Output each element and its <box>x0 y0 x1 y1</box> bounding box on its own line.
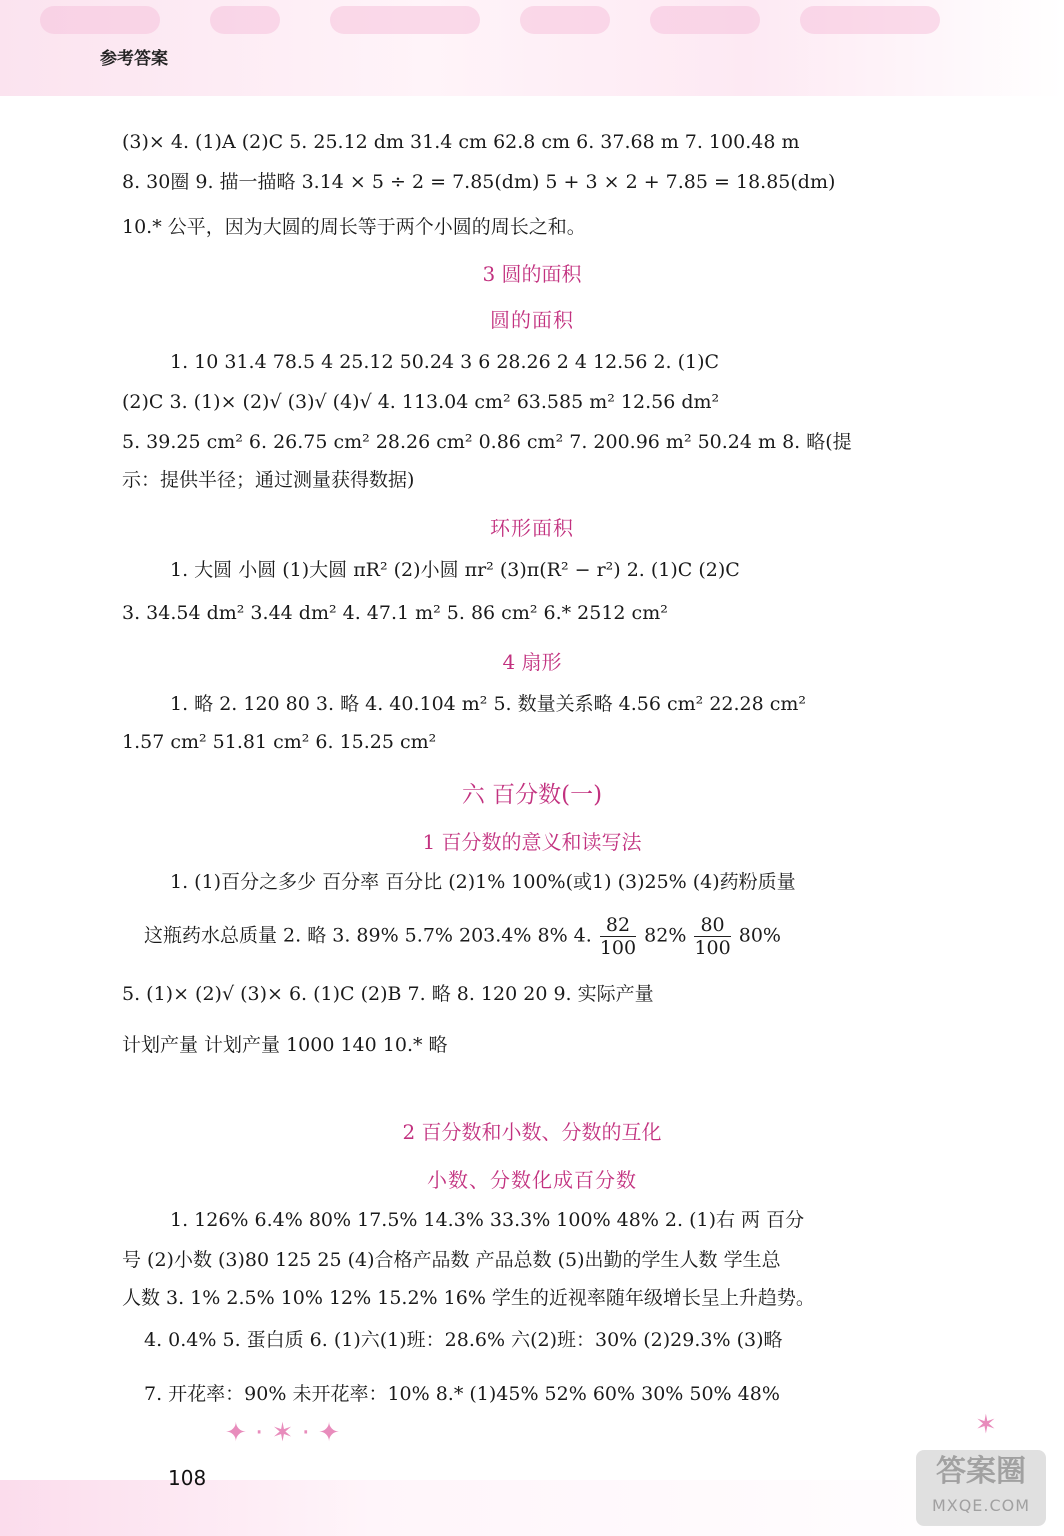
section-title-percent-meaning: 1 百分数的意义和读写法 <box>422 830 642 854</box>
page-number: 108 <box>168 1466 207 1490</box>
section-title-circle-area: 3 圆的面积 <box>482 262 582 286</box>
answer-line-18: 人数 3. 1% 2.5% 10% 12% 15.2% 16% 学生的近视率随年级增长呈上升趋势。 <box>122 1287 815 1309</box>
answer-line-2: 8. 30圈 9. 描一描略 3.14 × 5 ÷ 2 = 7.85(dm) 5 + 3 × 2 + 7.85 = 18.85(dm) <box>122 171 836 193</box>
footer-decoration-band <box>0 1480 1064 1536</box>
fraction-82-100: $\frac{82}{100}$ <box>599 914 637 959</box>
answer-line-13-text-c: 80% <box>738 924 781 947</box>
answer-line-9: 3. 34.54 dm² 3.44 dm² 4. 47.1 m² 5. 86 cm² 6.* 2512 cm² <box>122 602 668 624</box>
answer-line-20: 7. 开花率：90% 未开花率：10% 8.* (1)45% 52% 60% 30% 50% 48% <box>144 1383 780 1405</box>
header-label: 参考答案 <box>100 49 168 69</box>
answer-line-15: 计划产量 计划产量 1000 140 10.* 略 <box>122 1034 448 1056</box>
fraction-80-100: $\frac{80}{100}$ <box>694 914 731 959</box>
answer-line-13 <box>144 914 781 959</box>
answer-line-12: 1. (1)百分之多少 百分率 百分比 (2)1% 100%(或1) (3)25% (4)药粉质量 <box>170 871 796 893</box>
chapter-title-percent: 六 百分数(一) <box>461 782 603 808</box>
subsection-title-ring-area: 环形面积 <box>490 516 574 540</box>
sparkle-decoration-icon: ✦ · ✶ · ✦ <box>225 1418 340 1448</box>
subsection-title-circle-area: 圆的面积 <box>490 308 574 332</box>
section-title-sector: 4 扇形 <box>502 650 562 674</box>
answer-line-13-text-b: 82% <box>644 924 687 947</box>
watermark-logo-icon: 答案圈 MXQE.COM <box>916 1450 1046 1526</box>
answer-line-10: 1. 略 2. 120 80 3. 略 4. 40.104 m² 5. 数量关系略 4.56 cm² 22.28 cm² <box>170 693 807 715</box>
answer-line-4: 1. 10 31.4 78.5 4 25.12 50.24 3 6 28.26 2 4 12.56 2. (1)C <box>170 351 720 373</box>
answer-line-7: 示：提供半径；通过测量获得数据) <box>122 469 415 491</box>
answer-line-5: (2)C 3. (1)× (2)√ (3)√ (4)√ 4. 113.04 cm² 63.585 m² 12.56 dm² <box>122 391 720 413</box>
answer-line-11: 1.57 cm² 51.81 cm² 6. 15.25 cm² <box>122 731 437 753</box>
answer-line-19: 4. 0.4% 5. 蛋白质 6. (1)六(1)班：28.6% 六(2)班：30% (2)29.3% (3)略 <box>144 1329 783 1351</box>
subsection-title-decimal-to-percent: 小数、分数化成百分数 <box>427 1168 637 1192</box>
answer-line-3: 10.* 公平，因为大圆的周长等于两个小圆的周长之和。 <box>122 216 586 238</box>
answer-line-14: 5. (1)× (2)√ (3)× 6. (1)C (2)B 7. 略 8. 120 20 9. 实际产量 <box>122 983 654 1005</box>
answer-line-8: 1. 大圆 小圆 (1)大圆 πR² (2)小圆 πr² (3)π(R² − r²) 2. (1)C (2)C <box>170 559 740 581</box>
answer-line-17: 号 (2)小数 (3)80 125 25 (4)合格产品数 产品总数 (5)出勤的学生人数 学生总 <box>122 1249 781 1271</box>
star-decoration-icon: ✶ <box>975 1410 997 1440</box>
answer-line-1: (3)× 4. (1)A (2)C 5. 25.12 dm 31.4 cm 62.8 cm 6. 37.68 m 7. 100.48 m <box>122 131 800 153</box>
answer-line-13-text-a: 这瓶药水总质量 2. 略 3. 89% 5.7% 203.4% 8% 4. <box>144 924 592 947</box>
answer-line-6: 5. 39.25 cm² 6. 26.75 cm² 28.26 cm² 0.86 cm² 7. 200.96 m² 50.24 m 8. 略(提 <box>122 431 852 453</box>
section-title-percent-conversion: 2 百分数和小数、分数的互化 <box>402 1120 662 1144</box>
answer-line-16: 1. 126% 6.4% 80% 17.5% 14.3% 33.3% 100% 48% 2. (1)右 两 百分 <box>170 1209 805 1231</box>
